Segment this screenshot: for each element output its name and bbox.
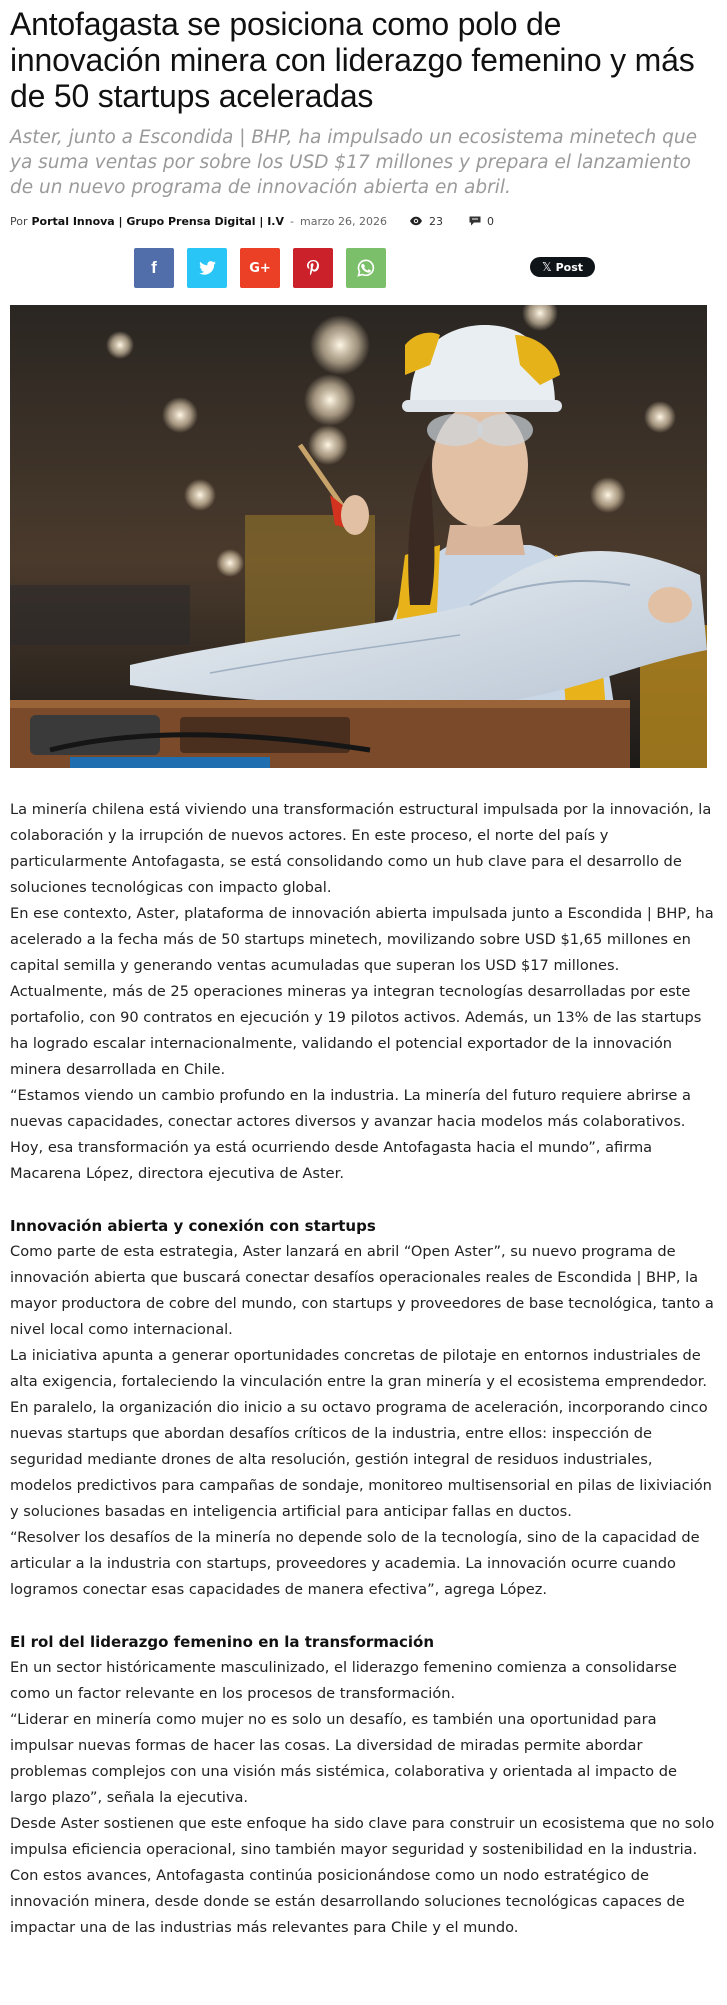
share-whatsapp-button[interactable] bbox=[346, 248, 386, 288]
x-post-button[interactable] bbox=[530, 257, 595, 277]
whatsapp-icon bbox=[357, 259, 375, 277]
views-count: 23 bbox=[428, 214, 443, 228]
body-paragraph: En un sector históricamente masculinizado, el liderazgo femenino comienza a consolidarse como un factor relevante en los procesos de transformación. bbox=[10, 1659, 677, 1702]
twitter-icon bbox=[199, 261, 216, 275]
share-buttons bbox=[134, 248, 399, 288]
share-googleplus-button[interactable] bbox=[240, 248, 280, 288]
pinterest-icon bbox=[307, 260, 319, 276]
google-plus-icon: G+ bbox=[249, 260, 271, 276]
body-paragraph: Desde Aster sostienen que este enfoque ha sido clave para construir un ecosistema que no solo impulsa eficiencia operacional, sino también mayor seguridad y sostenibilidad en la industria. bbox=[10, 1815, 715, 1858]
publish-date: marzo 26, 2026 bbox=[299, 214, 387, 228]
share-facebook-button[interactable] bbox=[134, 248, 174, 288]
workbench bbox=[10, 700, 630, 768]
author-link[interactable]: Portal Innova | Grupo Prensa Digital | I.V bbox=[31, 214, 284, 228]
body-paragraph: En ese contexto, Aster, plataforma de innovación abierta impulsada junto a Escondida | BHP, ha acelerado a la fecha más de 50 startups minetech, movilizando sobre USD $1,65 millones en capital semilla y generando ventas acumuladas que superan los USD $17 millones. bbox=[10, 905, 714, 974]
facebook-icon: f bbox=[151, 258, 157, 277]
body-paragraph: “Liderar en minería como mujer no es solo un desafío, es también una oportunidad para impulsar nuevas formas de hacer las cosas. La diversidad de miradas permite abordar problemas complejos con una visión más sistémica, colaborativa y orientada al impacto de largo plazo”, señala la ejecutiva. bbox=[10, 1711, 677, 1806]
body-paragraph: En paralelo, la organización dio inicio a su octavo programa de aceleración, incorporando cinco nuevas startups que abordan desafíos críticos de la industria, entre ellos: inspección de seguridad mediante drones de alta resolución, gestión integral de residuos industriales, modelos predictivos para campañas de sondaje, monitoreo multisensorial en pilas de lixiviación y soluciones basadas en inteligencia artificial para anticipar fallas en ductos. bbox=[10, 1399, 712, 1520]
x-logo-icon: 𝕏 bbox=[541, 260, 552, 274]
article-page bbox=[10, 0, 717, 1936]
x-post-label: Post bbox=[555, 260, 584, 274]
body-paragraph: Como parte de esta estrategia, Aster lanzará en abril “Open Aster”, su nuevo programa de innovación abierta que buscará conectar desafíos operacionales reales de Escondida | BHP, la mayor productora de cobre del mundo, con startups y proveedores de base tecnológica, tanto a nivel local como internacional. bbox=[10, 1243, 714, 1338]
article-subtitle: Aster, junto a Escondida | BHP, ha impulsado un ecosistema minetech que ya suma ventas por sobre los USD $17 millones y prepara el lanzamiento de un nuevo programa de innovación abierta en abril. bbox=[10, 127, 697, 198]
comment-icon bbox=[469, 216, 481, 226]
body-paragraph: Actualmente, más de 25 operaciones mineras ya integran tecnologías desarrolladas por este portafolio, con 90 contratos en ejecución y 19 pilotos activos. Además, un 13% de las startups ha logrado escalar internacionalmente, validando el potencial exportador de la innovación minera desarrollada en Chile. bbox=[10, 983, 702, 1078]
comments-link[interactable] bbox=[469, 215, 494, 228]
meta-separator: - bbox=[290, 214, 294, 228]
body-paragraph: “Estamos viendo un cambio profundo en la industria. La minería del futuro requiere abrirse a nuevas capacidades, conectar actores diversos y avanzar hacia modelos más colaborativos. Hoy, esa transformación ya está ocurriendo desde Antofagasta hacia el mundo”, afirma Macarena López, directora ejecutiva de Aster. bbox=[10, 1087, 691, 1182]
comments-count: 0 bbox=[486, 214, 494, 228]
article-title: Antofagasta se posiciona como polo de innovación minera con liderazgo femenino y más de 50 startups aceleradas bbox=[10, 6, 695, 114]
share-twitter-button[interactable] bbox=[187, 248, 227, 288]
body-paragraph: Con estos avances, Antofagasta continúa posicionándose como un nodo estratégico de innovación minera, desde donde se están desarrollando soluciones tecnológicas capaces de impactar una de las industrias más relevantes para Chile y el mundo. bbox=[10, 1867, 685, 1936]
section-heading: El rol del liderazgo femenino en la transformación bbox=[10, 1633, 435, 1651]
body-paragraph: La iniciativa apunta a generar oportunidades concretas de pilotaje en entornos industriales de alta exigencia, fortaleciendo la vinculación entre la gran minería y el ecosistema emprendedor. bbox=[10, 1347, 708, 1390]
article-body bbox=[10, 797, 715, 1941]
eye-icon bbox=[409, 216, 423, 226]
body-paragraph: La minería chilena está viviendo una transformación estructural impulsada por la innovación, la colaboración y la irrupción de nuevos actores. En este proceso, el norte del país y particularmente Antofagasta, se está consolidando como un hub clave para el desarrollo de soluciones tecnológicas con impacto global. bbox=[10, 801, 712, 896]
views-counter bbox=[409, 215, 443, 228]
body-paragraph: “Resolver los desafíos de la minería no depende solo de la tecnología, sino de la capacidad de articular a la industria con startups, proveedores y academia. La innovación ocurre cuando logramos conectar esas capacidades de manera efectiva”, agrega López. bbox=[10, 1529, 700, 1598]
article-meta bbox=[10, 213, 494, 229]
by-label: Por bbox=[10, 214, 28, 228]
section-heading: Innovación abierta y conexión con startups bbox=[10, 1217, 376, 1235]
hero-illustration bbox=[10, 305, 707, 768]
hero-image bbox=[10, 305, 707, 768]
share-pinterest-button[interactable] bbox=[293, 248, 333, 288]
